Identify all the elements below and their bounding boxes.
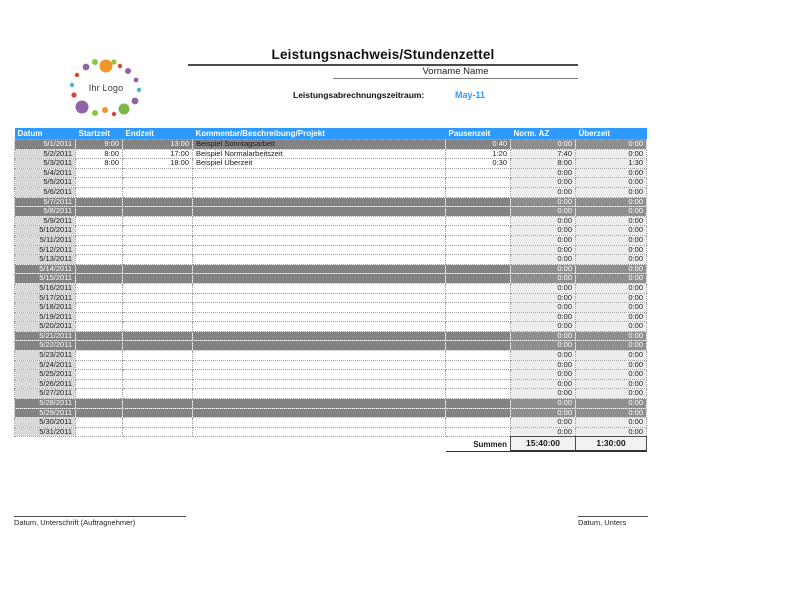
cell-datum[interactable]: 5/21/2011 — [15, 331, 76, 341]
table-row — [15, 140, 647, 150]
table-row — [15, 331, 647, 341]
cell-ueberzeit[interactable]: 0:00 — [576, 255, 647, 265]
cell-startzeit[interactable] — [76, 389, 123, 399]
cell-datum[interactable]: 5/2/2011 — [15, 149, 76, 159]
cell-kommentar[interactable]: Beispiel Sonntagsarbeit — [193, 140, 446, 150]
cell-startzeit[interactable]: 8:00 — [76, 159, 123, 169]
cell-datum[interactable]: 5/5/2011 — [15, 178, 76, 188]
cell-datum[interactable]: 5/10/2011 — [15, 226, 76, 236]
table-row — [15, 187, 647, 197]
cell-endzeit[interactable]: 13:00 — [123, 140, 193, 150]
cell-pausenzeit[interactable] — [446, 274, 511, 284]
cell-datum[interactable]: 5/13/2011 — [15, 255, 76, 265]
cell-datum[interactable]: 5/28/2011 — [15, 399, 76, 409]
cell-norm-az[interactable]: 0:00 — [511, 140, 576, 150]
cell-ueberzeit[interactable]: 0:00 — [576, 264, 647, 274]
cell-norm-az[interactable]: 0:00 — [511, 408, 576, 418]
table-row — [15, 303, 647, 313]
cell-ueberzeit[interactable]: 0:00 — [576, 197, 647, 207]
cell-pausenzeit[interactable] — [446, 427, 511, 437]
cell-kommentar[interactable] — [193, 207, 446, 217]
cell-pausenzeit[interactable] — [446, 168, 511, 178]
cell-datum[interactable]: 5/18/2011 — [15, 303, 76, 313]
cell-pausenzeit[interactable] — [446, 226, 511, 236]
cell-norm-az[interactable]: 0:00 — [511, 399, 576, 409]
cell-kommentar[interactable] — [193, 303, 446, 313]
cell-ueberzeit[interactable]: 0:00 — [576, 408, 647, 418]
cell-endzeit[interactable] — [123, 399, 193, 409]
cell-ueberzeit[interactable]: 0:00 — [576, 389, 647, 399]
table-row — [15, 427, 647, 437]
cell-datum[interactable]: 5/14/2011 — [15, 264, 76, 274]
cell-datum[interactable]: 5/25/2011 — [15, 370, 76, 380]
cell-pausenzeit[interactable] — [446, 399, 511, 409]
cell-datum[interactable]: 5/22/2011 — [15, 341, 76, 351]
table-row — [15, 293, 647, 303]
cell-startzeit[interactable] — [76, 303, 123, 313]
cell-kommentar[interactable] — [193, 168, 446, 178]
cell-norm-az[interactable]: 0:00 — [511, 360, 576, 370]
cell-pausenzeit[interactable] — [446, 322, 511, 332]
cell-ueberzeit[interactable]: 0:00 — [576, 274, 647, 284]
cell-endzeit[interactable] — [123, 178, 193, 188]
cell-pausenzeit[interactable] — [446, 255, 511, 265]
cell-kommentar[interactable] — [193, 351, 446, 361]
cell-norm-az[interactable]: 0:00 — [511, 178, 576, 188]
cell-ueberzeit[interactable]: 0:00 — [576, 322, 647, 332]
cell-kommentar[interactable] — [193, 370, 446, 380]
cell-datum[interactable]: 5/4/2011 — [15, 168, 76, 178]
total-norm-az: 15:40:00 — [511, 437, 576, 452]
cell-ueberzeit[interactable]: 0:00 — [576, 312, 647, 322]
cell-startzeit[interactable] — [76, 312, 123, 322]
cell-endzeit[interactable] — [123, 255, 193, 265]
summary-label: Summen — [446, 437, 511, 452]
cell-pausenzeit[interactable] — [446, 293, 511, 303]
cell-pausenzeit[interactable] — [446, 178, 511, 188]
table-row — [15, 274, 647, 284]
table-row — [15, 399, 647, 409]
cell-kommentar[interactable] — [193, 283, 446, 293]
cell-kommentar[interactable] — [193, 399, 446, 409]
cell-ueberzeit[interactable]: 0:00 — [576, 370, 647, 380]
cell-datum[interactable]: 5/3/2011 — [15, 159, 76, 169]
cell-kommentar[interactable] — [193, 293, 446, 303]
cell-ueberzeit[interactable]: 0:00 — [576, 226, 647, 236]
cell-datum[interactable]: 5/30/2011 — [15, 418, 76, 428]
cell-endzeit[interactable] — [123, 379, 193, 389]
cell-ueberzeit[interactable]: 0:00 — [576, 149, 647, 159]
employee-name: Vorname Name — [333, 66, 578, 79]
cell-startzeit[interactable] — [76, 226, 123, 236]
table-header-row — [15, 128, 647, 140]
cell-endzeit[interactable] — [123, 351, 193, 361]
cell-startzeit[interactable] — [76, 427, 123, 437]
cell-startzeit[interactable] — [76, 418, 123, 428]
cell-endzeit[interactable] — [123, 235, 193, 245]
table-row — [15, 245, 647, 255]
cell-pausenzeit[interactable] — [446, 235, 511, 245]
billing-period-row — [293, 90, 633, 100]
cell-kommentar[interactable] — [193, 216, 446, 226]
cell-pausenzeit[interactable] — [446, 360, 511, 370]
cell-ueberzeit[interactable]: 0:00 — [576, 245, 647, 255]
cell-ueberzeit[interactable]: 0:00 — [576, 418, 647, 428]
cell-kommentar[interactable] — [193, 427, 446, 437]
cell-pausenzeit[interactable] — [446, 207, 511, 217]
cell-kommentar[interactable]: Beispiel Überzeit — [193, 159, 446, 169]
cell-datum[interactable]: 5/26/2011 — [15, 379, 76, 389]
cell-pausenzeit[interactable] — [446, 312, 511, 322]
page-title: Leistungsnachweis/Stundenzettel — [188, 47, 578, 66]
table-row — [15, 341, 647, 351]
cell-kommentar[interactable] — [193, 322, 446, 332]
cell-startzeit[interactable] — [76, 168, 123, 178]
table-row — [15, 360, 647, 370]
cell-norm-az[interactable]: 0:00 — [511, 418, 576, 428]
cell-pausenzeit[interactable] — [446, 331, 511, 341]
cell-norm-az[interactable]: 0:00 — [511, 187, 576, 197]
cell-kommentar[interactable] — [193, 255, 446, 265]
cell-norm-az[interactable]: 0:00 — [511, 226, 576, 236]
signature-contractor: Datum, Unterschrift (Auftragnehmer) — [14, 516, 186, 527]
cell-kommentar[interactable] — [193, 389, 446, 399]
cell-ueberzeit[interactable]: 0:00 — [576, 216, 647, 226]
cell-datum[interactable]: 5/15/2011 — [15, 274, 76, 284]
cell-startzeit[interactable] — [76, 360, 123, 370]
cell-ueberzeit[interactable]: 0:00 — [576, 187, 647, 197]
cell-startzeit[interactable] — [76, 274, 123, 284]
cell-kommentar[interactable] — [193, 408, 446, 418]
cell-endzeit[interactable] — [123, 360, 193, 370]
timesheet-table-wrap — [14, 128, 646, 452]
cell-datum[interactable]: 5/11/2011 — [15, 235, 76, 245]
table-row — [15, 235, 647, 245]
cell-ueberzeit[interactable]: 0:00 — [576, 351, 647, 361]
table-row — [15, 408, 647, 418]
cell-kommentar[interactable] — [193, 418, 446, 428]
cell-datum[interactable]: 5/16/2011 — [15, 283, 76, 293]
cell-datum[interactable]: 5/20/2011 — [15, 322, 76, 332]
table-row — [15, 312, 647, 322]
cell-startzeit[interactable] — [76, 341, 123, 351]
cell-pausenzeit[interactable] — [446, 341, 511, 351]
table-row — [15, 379, 647, 389]
cell-pausenzeit[interactable]: 0:40 — [446, 140, 511, 150]
cell-endzeit[interactable]: 17:00 — [123, 149, 193, 159]
table-row — [15, 216, 647, 226]
cell-pausenzeit[interactable] — [446, 197, 511, 207]
cell-norm-az[interactable]: 0:00 — [511, 168, 576, 178]
cell-endzeit[interactable] — [123, 312, 193, 322]
cell-startzeit[interactable] — [76, 399, 123, 409]
cell-pausenzeit[interactable] — [446, 351, 511, 361]
cell-startzeit[interactable] — [76, 370, 123, 380]
timesheet-table — [14, 128, 647, 452]
title-block — [188, 47, 578, 79]
signature-client: Datum, Unters — [578, 516, 648, 527]
cell-pausenzeit[interactable] — [446, 283, 511, 293]
cell-datum[interactable]: 5/29/2011 — [15, 408, 76, 418]
cell-datum[interactable]: 5/7/2011 — [15, 197, 76, 207]
cell-startzeit[interactable] — [76, 293, 123, 303]
cell-startzeit[interactable] — [76, 187, 123, 197]
cell-norm-az[interactable]: 0:00 — [511, 312, 576, 322]
cell-ueberzeit[interactable]: 0:00 — [576, 341, 647, 351]
cell-pausenzeit[interactable] — [446, 389, 511, 399]
summary-spacer — [15, 437, 446, 452]
cell-norm-az[interactable]: 7:40 — [511, 149, 576, 159]
cell-endzeit[interactable] — [123, 187, 193, 197]
summary-row — [15, 437, 647, 452]
cell-endzeit[interactable] — [123, 197, 193, 207]
total-ueberzeit: 1:30:00 — [576, 437, 647, 452]
column-header-ueberzeit: Überzeit — [576, 128, 647, 140]
cell-startzeit[interactable] — [76, 245, 123, 255]
cell-datum[interactable]: 5/24/2011 — [15, 360, 76, 370]
cell-endzeit[interactable] — [123, 389, 193, 399]
cell-norm-az[interactable]: 0:00 — [511, 207, 576, 217]
cell-ueberzeit[interactable]: 0:00 — [576, 331, 647, 341]
cell-startzeit[interactable] — [76, 379, 123, 389]
cell-kommentar[interactable] — [193, 379, 446, 389]
cell-endzeit[interactable] — [123, 226, 193, 236]
cell-pausenzeit[interactable] — [446, 303, 511, 313]
cell-ueberzeit[interactable]: 0:00 — [576, 379, 647, 389]
cell-ueberzeit[interactable]: 0:00 — [576, 427, 647, 437]
cell-pausenzeit[interactable] — [446, 245, 511, 255]
cell-kommentar[interactable] — [193, 341, 446, 351]
column-header-endzeit: Endzeit — [123, 128, 193, 140]
table-row — [15, 178, 647, 188]
column-header-norm-az: Norm. AZ — [511, 128, 576, 140]
cell-datum[interactable]: 5/1/2011 — [15, 140, 76, 150]
table-row — [15, 322, 647, 332]
cell-startzeit[interactable] — [76, 255, 123, 265]
cell-startzeit[interactable] — [76, 207, 123, 217]
table-row — [15, 226, 647, 236]
table-row — [15, 149, 647, 159]
table-row — [15, 159, 647, 169]
cell-datum[interactable]: 5/8/2011 — [15, 207, 76, 217]
logo-text: Ihr Logo — [88, 83, 124, 93]
cell-norm-az[interactable]: 8:00 — [511, 159, 576, 169]
cell-startzeit[interactable]: 9:00 — [76, 140, 123, 150]
billing-period-label: Leistungsabrechnungszeitraum: — [293, 90, 425, 100]
cell-kommentar[interactable] — [193, 178, 446, 188]
table-row — [15, 197, 647, 207]
cell-pausenzeit[interactable] — [446, 187, 511, 197]
cell-endzeit[interactable] — [123, 283, 193, 293]
cell-norm-az[interactable]: 0:00 — [511, 370, 576, 380]
cell-startzeit[interactable] — [76, 197, 123, 207]
cell-datum[interactable]: 5/9/2011 — [15, 216, 76, 226]
cell-endzeit[interactable] — [123, 207, 193, 217]
cell-startzeit[interactable] — [76, 408, 123, 418]
timesheet-body — [15, 140, 647, 437]
cell-endzeit[interactable] — [123, 216, 193, 226]
cell-datum[interactable]: 5/23/2011 — [15, 351, 76, 361]
table-row — [15, 351, 647, 361]
cell-endzeit[interactable] — [123, 303, 193, 313]
cell-datum[interactable]: 5/17/2011 — [15, 293, 76, 303]
cell-pausenzeit[interactable] — [446, 264, 511, 274]
cell-norm-az[interactable]: 0:00 — [511, 427, 576, 437]
table-row — [15, 370, 647, 380]
cell-datum[interactable]: 5/19/2011 — [15, 312, 76, 322]
cell-norm-az[interactable]: 0:00 — [511, 293, 576, 303]
cell-norm-az[interactable]: 0:00 — [511, 245, 576, 255]
cell-endzeit[interactable] — [123, 293, 193, 303]
cell-datum[interactable]: 5/12/2011 — [15, 245, 76, 255]
column-header-pausenzeit: Pausenzeit — [446, 128, 511, 140]
cell-startzeit[interactable] — [76, 235, 123, 245]
cell-kommentar[interactable] — [193, 197, 446, 207]
cell-norm-az[interactable]: 0:00 — [511, 283, 576, 293]
cell-norm-az[interactable]: 0:00 — [511, 264, 576, 274]
cell-startzeit[interactable] — [76, 264, 123, 274]
company-logo — [62, 52, 150, 124]
cell-endzeit[interactable] — [123, 168, 193, 178]
billing-period-value[interactable]: May-11 — [455, 90, 486, 100]
table-row — [15, 207, 647, 217]
cell-norm-az[interactable]: 0:00 — [511, 303, 576, 313]
cell-endzeit[interactable] — [123, 370, 193, 380]
cell-pausenzeit[interactable] — [446, 216, 511, 226]
cell-norm-az[interactable]: 0:00 — [511, 351, 576, 361]
cell-norm-az[interactable]: 0:00 — [511, 379, 576, 389]
cell-norm-az[interactable]: 0:00 — [511, 341, 576, 351]
column-header-datum: Datum — [15, 128, 76, 140]
cell-norm-az[interactable]: 0:00 — [511, 197, 576, 207]
cell-ueberzeit[interactable]: 0:00 — [576, 293, 647, 303]
cell-endzeit[interactable] — [123, 331, 193, 341]
cell-pausenzeit[interactable] — [446, 379, 511, 389]
cell-pausenzeit[interactable]: 1:20 — [446, 149, 511, 159]
table-row — [15, 168, 647, 178]
column-header-kommentar: Kommentar/Beschreibung/Projekt — [193, 128, 446, 140]
table-row — [15, 255, 647, 265]
column-header-startzeit: Startzeit — [76, 128, 123, 140]
cell-pausenzeit[interactable]: 0:30 — [446, 159, 511, 169]
table-row — [15, 389, 647, 399]
cell-kommentar[interactable] — [193, 274, 446, 284]
cell-datum[interactable]: 5/31/2011 — [15, 427, 76, 437]
cell-ueberzeit[interactable]: 0:00 — [576, 168, 647, 178]
cell-kommentar[interactable] — [193, 360, 446, 370]
cell-kommentar[interactable] — [193, 264, 446, 274]
cell-endzeit[interactable] — [123, 245, 193, 255]
cell-startzeit[interactable] — [76, 216, 123, 226]
cell-ueberzeit[interactable]: 0:00 — [576, 283, 647, 293]
cell-ueberzeit[interactable]: 0:00 — [576, 303, 647, 313]
cell-ueberzeit[interactable]: 0:00 — [576, 235, 647, 245]
table-row — [15, 264, 647, 274]
cell-endzeit[interactable] — [123, 322, 193, 332]
cell-ueberzeit[interactable]: 0:00 — [576, 207, 647, 217]
cell-kommentar[interactable] — [193, 235, 446, 245]
cell-kommentar[interactable]: Beispiel Normalarbeitszeit — [193, 149, 446, 159]
cell-norm-az[interactable]: 0:00 — [511, 216, 576, 226]
table-row — [15, 418, 647, 428]
cell-startzeit[interactable]: 8:00 — [76, 149, 123, 159]
cell-kommentar[interactable] — [193, 245, 446, 255]
cell-kommentar[interactable] — [193, 331, 446, 341]
cell-startzeit[interactable] — [76, 331, 123, 341]
cell-pausenzeit[interactable] — [446, 370, 511, 380]
cell-ueberzeit[interactable]: 0:00 — [576, 360, 647, 370]
cell-startzeit[interactable] — [76, 178, 123, 188]
cell-startzeit[interactable] — [76, 283, 123, 293]
cell-kommentar[interactable] — [193, 187, 446, 197]
cell-norm-az[interactable]: 0:00 — [511, 235, 576, 245]
cell-endzeit[interactable] — [123, 264, 193, 274]
cell-norm-az[interactable]: 0:00 — [511, 389, 576, 399]
cell-endzeit[interactable] — [123, 418, 193, 428]
cell-norm-az[interactable]: 0:00 — [511, 331, 576, 341]
cell-ueberzeit[interactable]: 0:00 — [576, 140, 647, 150]
cell-endzeit[interactable] — [123, 274, 193, 284]
cell-datum[interactable]: 5/27/2011 — [15, 389, 76, 399]
cell-endzeit[interactable] — [123, 408, 193, 418]
table-row — [15, 283, 647, 293]
cell-startzeit[interactable] — [76, 322, 123, 332]
cell-norm-az[interactable]: 0:00 — [511, 255, 576, 265]
cell-ueberzeit[interactable]: 1:30 — [576, 159, 647, 169]
cell-pausenzeit[interactable] — [446, 408, 511, 418]
cell-ueberzeit[interactable]: 0:00 — [576, 399, 647, 409]
cell-endzeit[interactable]: 18:00 — [123, 159, 193, 169]
cell-norm-az[interactable]: 0:00 — [511, 274, 576, 284]
cell-endzeit[interactable] — [123, 341, 193, 351]
cell-pausenzeit[interactable] — [446, 418, 511, 428]
cell-kommentar[interactable] — [193, 226, 446, 236]
cell-startzeit[interactable] — [76, 351, 123, 361]
cell-datum[interactable]: 5/6/2011 — [15, 187, 76, 197]
cell-endzeit[interactable] — [123, 427, 193, 437]
cell-ueberzeit[interactable]: 0:00 — [576, 178, 647, 188]
cell-kommentar[interactable] — [193, 312, 446, 322]
cell-norm-az[interactable]: 0:00 — [511, 322, 576, 332]
